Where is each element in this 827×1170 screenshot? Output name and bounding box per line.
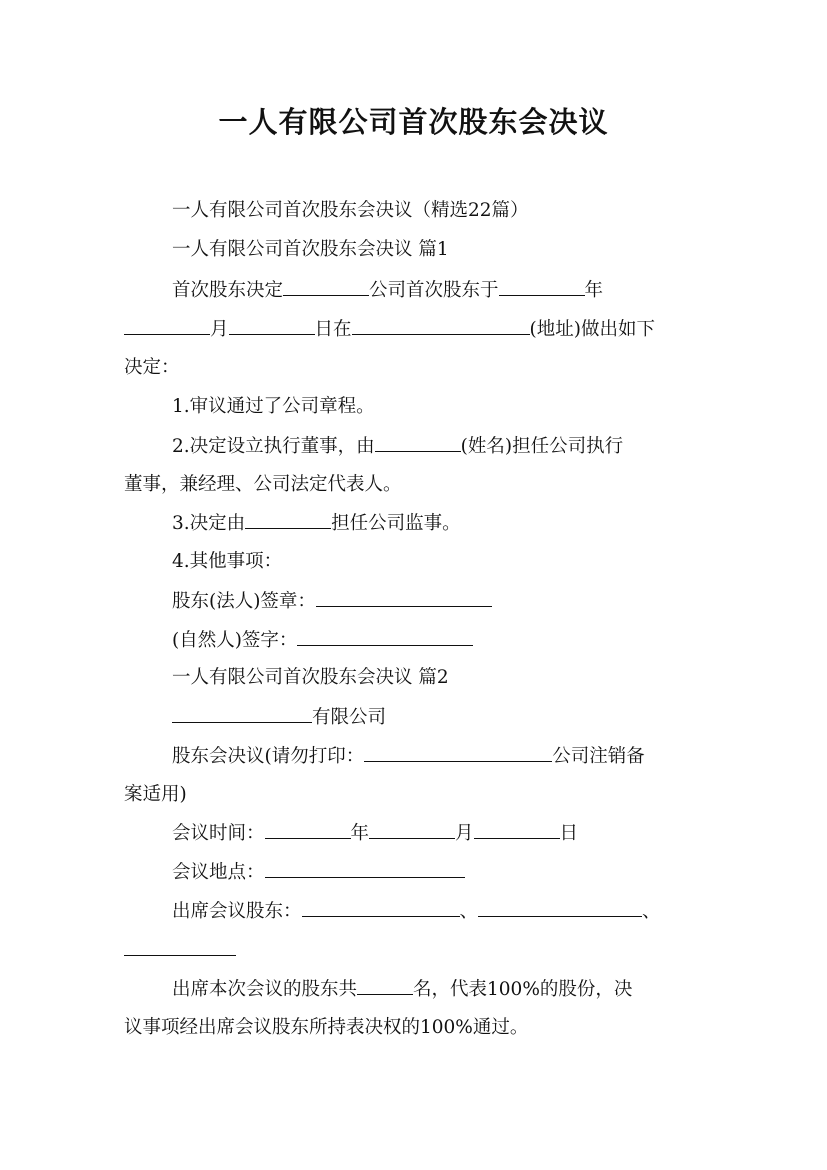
intro-text: 月	[210, 319, 229, 340]
intro-line-2	[124, 316, 704, 343]
resolution-text: 股东会决议(请勿打印：	[172, 746, 365, 767]
subtitle: 一人有限公司首次股东会决议（精选22篇）	[172, 200, 529, 221]
blank-field	[265, 859, 465, 878]
company-line	[172, 704, 752, 731]
intro-line-3: 决定：	[124, 357, 180, 378]
blank-field	[474, 820, 560, 839]
separator: 、	[642, 901, 661, 922]
section-heading-1: 一人有限公司首次股东会决议 篇1	[172, 239, 449, 260]
date-unit: 年	[350, 823, 370, 844]
blank-field	[172, 704, 312, 723]
total-line	[172, 976, 752, 1003]
blank-field	[297, 627, 473, 646]
blank-field	[364, 743, 552, 762]
blank-field	[357, 976, 413, 995]
company-text: 有限公司	[312, 707, 387, 728]
signature-natural	[172, 627, 752, 654]
intro-line-1	[172, 277, 752, 304]
blank-field	[265, 820, 351, 839]
intro-text: 日在	[314, 319, 352, 340]
resolution-cont: 案适用)	[124, 784, 187, 805]
item-2-cont: 董事，兼经理、公司法定代表人。	[124, 474, 402, 495]
blank-field	[229, 316, 315, 335]
total-text: 名，代表100%的股份，决	[413, 979, 633, 1000]
meeting-time-label: 会议时间：	[172, 823, 265, 844]
meeting-place	[172, 859, 752, 886]
resolution-text: 公司注销备	[552, 746, 645, 767]
attending-shareholders	[172, 898, 752, 925]
item-text: (姓名)担任公司执行	[460, 436, 624, 457]
signature-label: 股东(法人)签章：	[172, 591, 316, 612]
item-3	[172, 510, 752, 537]
blank-field	[245, 510, 331, 529]
attending-cont	[124, 937, 704, 964]
signature-legal	[172, 588, 752, 615]
meeting-place-label: 会议地点：	[172, 862, 265, 883]
blank-field	[375, 433, 461, 452]
signature-label: (自然人)签字：	[172, 630, 298, 651]
separator: 、	[459, 901, 479, 922]
item-text: 担任公司监事。	[331, 513, 461, 534]
document-title: 一人有限公司首次股东会决议	[218, 105, 609, 139]
date-unit: 日	[559, 823, 579, 844]
item-text: 3.决定由	[172, 513, 246, 534]
blank-field	[478, 898, 642, 917]
blank-field	[352, 316, 530, 335]
item-4: 4.其他事项：	[172, 551, 283, 572]
blank-field	[124, 937, 236, 956]
resolution-line	[172, 743, 752, 770]
blank-field	[302, 898, 460, 917]
section-heading-2: 一人有限公司首次股东会决议 篇2	[172, 667, 449, 688]
intro-text: (地址)做出如下	[529, 319, 655, 340]
item-1: 1.审议通过了公司章程。	[172, 396, 375, 417]
intro-text: 年	[584, 280, 604, 301]
item-2	[172, 433, 752, 460]
blank-field	[316, 588, 492, 607]
total-cont: 议事项经出席会议股东所持表决权的100%通过。	[124, 1017, 529, 1038]
date-unit: 月	[455, 823, 474, 844]
intro-text: 首次股东决定	[172, 280, 284, 301]
blank-field	[124, 316, 210, 335]
item-text: 2.决定设立执行董事，由	[172, 436, 375, 457]
total-text: 出席本次会议的股东共	[172, 979, 358, 1000]
attend-label: 出席会议股东：	[172, 901, 302, 922]
intro-text: 公司首次股东于	[369, 280, 499, 301]
blank-field	[499, 277, 585, 296]
blank-field	[369, 820, 455, 839]
meeting-time	[172, 820, 752, 847]
blank-field	[283, 277, 369, 296]
